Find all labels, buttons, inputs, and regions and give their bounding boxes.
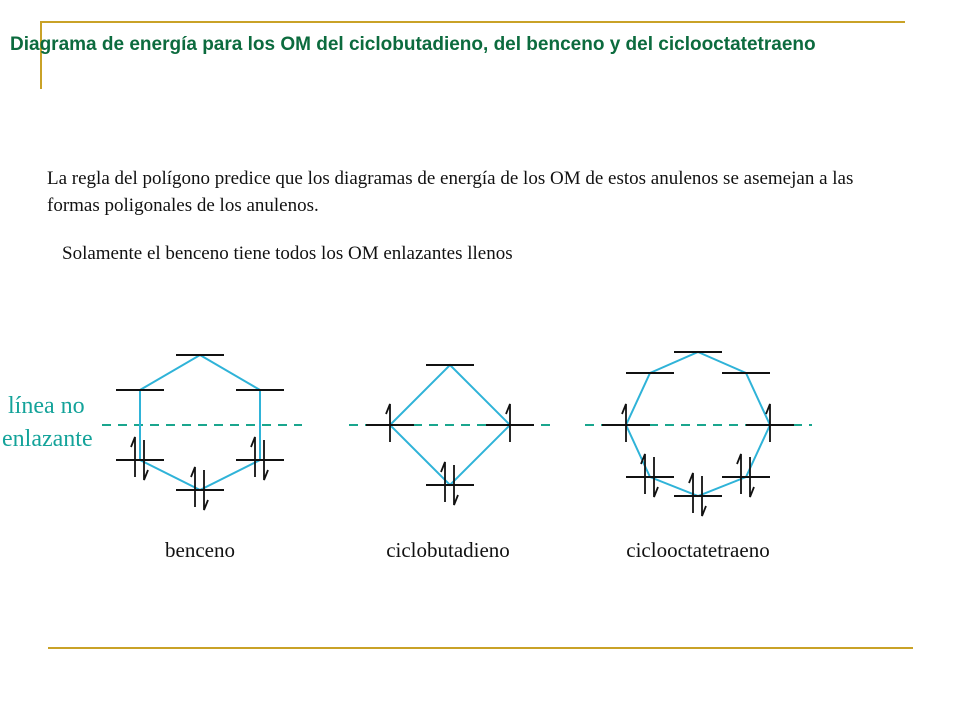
- caption-cyclobutadiene: ciclobutadieno: [386, 538, 510, 562]
- electron-up-arrow: [441, 462, 445, 502]
- caption-cyclooctatetraene: ciclooctatetraeno: [626, 538, 770, 562]
- electron-up-arrow: [386, 404, 390, 442]
- benzene-polygon: [140, 355, 260, 490]
- electron-up-arrow: [131, 437, 135, 477]
- electron-up-arrow: [251, 437, 255, 477]
- electron-up-arrow: [622, 404, 626, 442]
- benzene-note: Solamente el benceno tiene todos los OM enlazantes llenos: [62, 243, 513, 264]
- explanation-paragraph: La regla del polígono predice que los diagramas de energía de los OM de estos anulenos se asemejan a las formas poligonales de los anulenos.: [47, 168, 854, 216]
- electron-pair: [737, 454, 754, 497]
- caption-benzene: benceno: [165, 538, 235, 562]
- slide-title: Diagrama de energía para los OM del ciclobutadieno, del benceno y del ciclooctatetraeno: [10, 34, 816, 55]
- nonbonding-label-line1: línea no: [8, 393, 85, 419]
- electron-up-arrow: [737, 454, 741, 494]
- electron-pair: [191, 467, 208, 510]
- nonbonding-label-line2: enlazante: [2, 426, 93, 452]
